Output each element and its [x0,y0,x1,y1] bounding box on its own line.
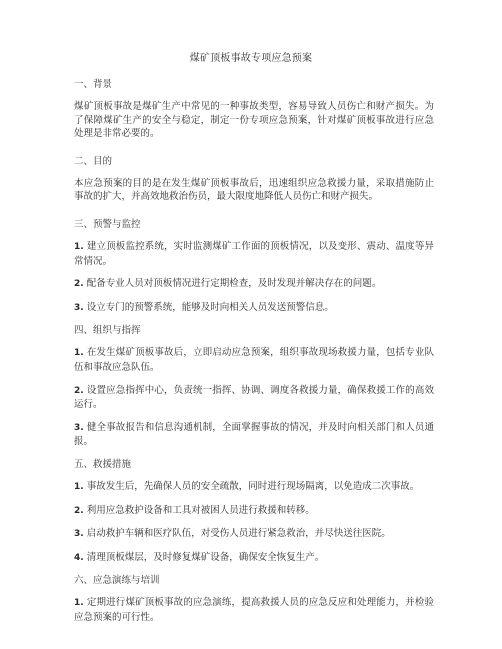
list-item [74,301,434,316]
section-paragraph: 本应急预案的目的是在发生煤矿顶板事故后，迅速组织应急救援力量，采取措施防止事故的扩大，并高效地救治伤员，最大限度地降低人员伤亡和财产损失。 [74,177,434,203]
section-heading: 二、目的 [74,155,113,167]
list-item [74,240,434,268]
item-number: 1. [74,598,84,609]
list-item [74,480,434,495]
section-heading: 五、救援措施 [74,458,132,470]
item-number: 1. [74,241,84,252]
section-drills-training [74,574,434,624]
item-text: 在发生煤矿顶板事故后，立即启动应急预案，组织事故现场救援力量，包括专业队伍和事故应急队伍。 [74,347,434,373]
item-number: 4. [74,552,84,563]
item-number: 3. [74,302,84,313]
section-purpose [74,155,434,204]
section-warning-monitoring [74,218,434,315]
item-text: 启动救护车辆和医疗队伍，对受伤人员进行紧急救治，并尽快送往医院。 [86,528,391,540]
list-item [74,421,434,449]
item-text: 利用应急救护设备和工具对被困人员进行救援和转移。 [86,504,315,516]
list-item [74,277,434,292]
section-heading: 四、组织与指挥 [74,325,141,337]
item-text: 健全事故报告和信息沟通机制，全面掌握事故的情况，并及时向相关部门和人员通报。 [74,421,434,448]
list-item [74,384,434,412]
section-paragraph: 煤矿顶板事故是煤矿生产中常见的一种事故类型，容易导致人员伤亡和财产损失。为了保障煤矿生产的安全与稳定，制定一份专项应急预案，针对煤矿顶板事故进行应急处理是非常必要的。 [74,101,434,140]
list-item [74,346,434,374]
item-number: 2. [74,385,84,396]
document-title: 煤矿顶板事故专项应急预案 [189,53,313,64]
item-number: 2. [74,279,84,290]
list-item [74,596,434,624]
item-text: 配备专业人员对顶板情况进行定期检查，及时发现并解决存在的问题。 [86,278,382,290]
section-organization-command [74,324,434,449]
section-heading: 一、背景 [74,79,113,90]
item-text: 事故发生后，先确保人员的安全疏散，同时进行现场隔离，以免造成二次事故。 [86,480,420,492]
section-background [74,78,434,141]
item-text: 设置应急指挥中心，负责统一指挥、协调、调度各救援力量，确保救援工作的高效运行。 [74,384,434,411]
list-item [74,551,434,566]
item-number: 2. [74,505,84,516]
item-text: 清理顶板煤层，及时修复煤矿设备，确保安全恢复生产。 [86,551,325,563]
section-heading: 六、应急演练与培训 [74,575,160,587]
item-text: 建立顶板监控系统，实时监测煤矿工作面的顶板情况，以及变形、震动、温度等异常情况。 [74,240,434,267]
item-number: 1. [74,348,84,359]
item-number: 3. [74,529,84,540]
document-body [74,78,434,633]
list-item [74,527,434,542]
item-number: 3. [74,422,84,433]
item-text: 定期进行煤矿顶板事故的应急演练，提高救援人员的应急反应和处理能力，并检验应急预案的可行性。 [74,597,434,623]
section-rescue-measures [74,458,434,565]
item-number: 1. [74,481,84,492]
item-text: 设立专门的预警系统，能够及时向相关人员发送预警信息。 [86,301,334,313]
section-heading: 三、预警与监控 [74,218,141,230]
list-item [74,504,434,519]
